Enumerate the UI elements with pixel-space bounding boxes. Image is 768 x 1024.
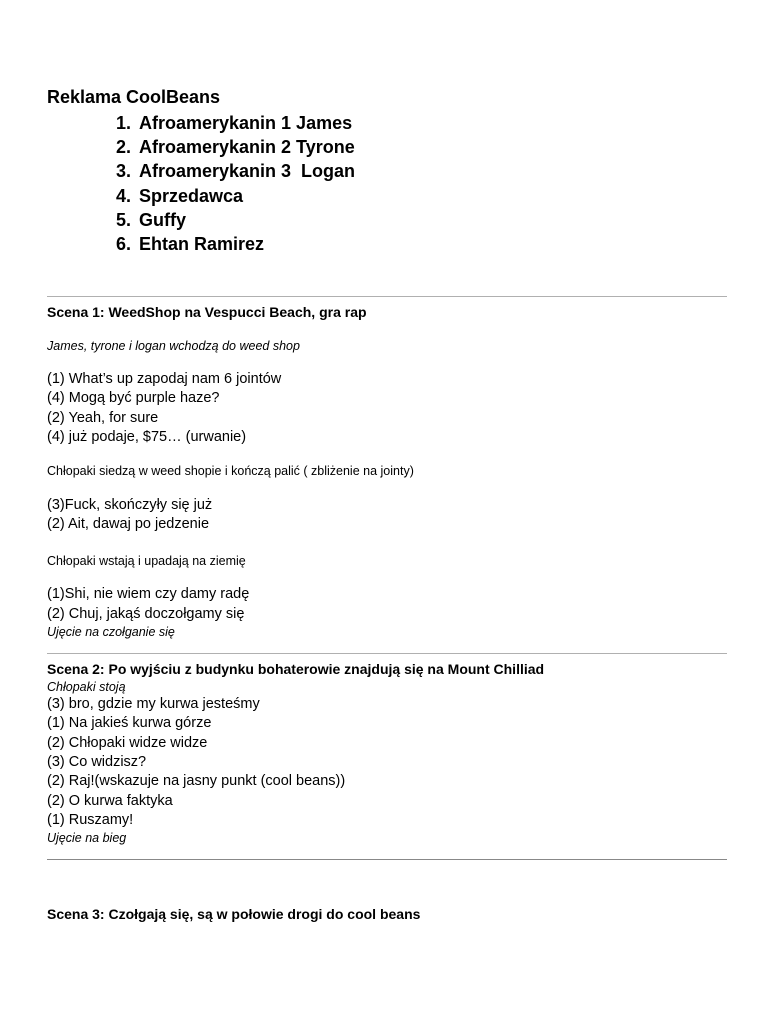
dialogue-line: (2) Raj!(wskazuje na jasny punkt (cool beans)) bbox=[47, 773, 346, 789]
cast-list bbox=[116, 112, 355, 257]
cast-item: 5. Guffy bbox=[116, 209, 186, 230]
dialogue-line: (3) Co widzisz? bbox=[47, 754, 147, 770]
dialogue-line: (1) Ruszamy! bbox=[47, 812, 134, 828]
cast-item: 4. Sprzedawca bbox=[116, 185, 244, 206]
dialogue-line: (2) O kurwa faktyka bbox=[47, 793, 173, 809]
scene-2-heading: Scena 2: Po wyjściu z budynku bohaterowie znajdują się na Mount Chilliad bbox=[47, 661, 545, 677]
cast-item: 2. Afroamerykanin 2 Tyrone bbox=[116, 137, 355, 158]
scene-note: Chłopaki wstają i upadają na ziemię bbox=[47, 554, 246, 568]
scene-1-heading: Scena 1: WeedShop na Vespucci Beach, gra rap bbox=[47, 304, 367, 320]
dialogue-line: (4) już podaje, $75… (urwanie) bbox=[47, 429, 247, 445]
section-divider bbox=[47, 859, 727, 860]
dialogue-line: (4) Mogą być purple haze? bbox=[47, 390, 220, 406]
dialogue-line: (2) Yeah, for sure bbox=[47, 410, 159, 426]
dialogue-line: (1)Shi, nie wiem czy damy radę bbox=[47, 586, 250, 602]
cast-item: 6. Ehtan Ramirez bbox=[116, 233, 265, 254]
dialogue-line: (2) Ait, dawaj po jedzenie bbox=[47, 516, 210, 532]
cast-item: 3. Afroamerykanin 3 Logan bbox=[116, 161, 356, 182]
dialogue-line: (1) What’s up zapodaj nam 6 jointów bbox=[47, 371, 282, 387]
dialogue-line: (3)Fuck, skończyły się już bbox=[47, 497, 213, 513]
scene-3-heading: Scena 3: Czołgają się, są w połowie drogi do cool beans bbox=[47, 906, 421, 922]
stage-direction: Ujęcie na czołganie się bbox=[47, 625, 175, 639]
dialogue-line: (2) Chuj, jakąś doczołgamy się bbox=[47, 606, 245, 622]
stage-direction: Chłopaki stoją bbox=[47, 680, 126, 694]
dialogue-line: (3) bro, gdzie my kurwa jesteśmy bbox=[47, 696, 260, 712]
section-divider bbox=[47, 653, 727, 654]
cast-item: 1. Afroamerykanin 1 James bbox=[116, 113, 353, 133]
dialogue-line: (2) Chłopaki widze widze bbox=[47, 735, 208, 751]
document-title: Reklama CoolBeans bbox=[47, 87, 221, 107]
dialogue-line: (1) Na jakieś kurwa górze bbox=[47, 715, 212, 731]
stage-direction: James, tyrone i logan wchodzą do weed shop bbox=[47, 339, 300, 353]
section-divider bbox=[47, 296, 727, 297]
scene-note: Chłopaki siedzą w weed shopie i kończą palić ( zbliżenie na jointy) bbox=[47, 464, 414, 478]
stage-direction: Ujęcie na bieg bbox=[47, 831, 127, 845]
